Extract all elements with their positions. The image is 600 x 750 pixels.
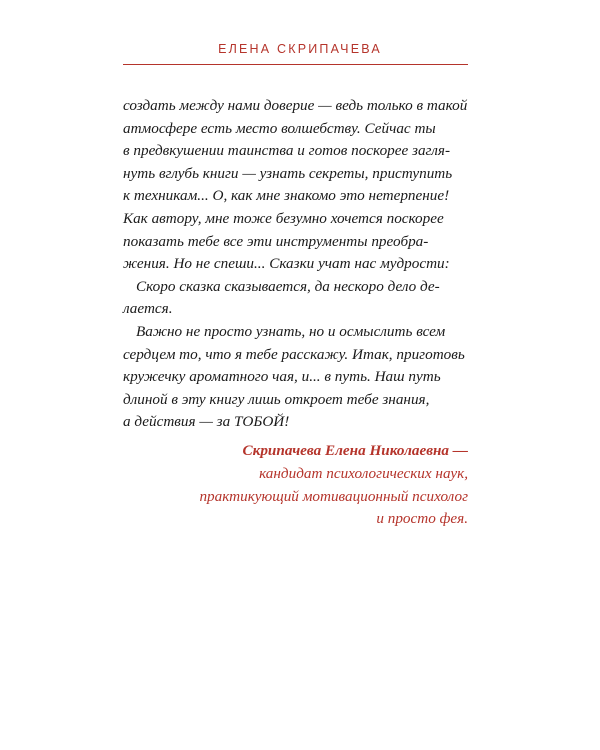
body-line: длиной в эту книгу лишь откроет тебе знания, <box>123 390 430 408</box>
body-line: лается. <box>123 300 173 318</box>
body-line: нуть вглубь книги — узнать секреты, приступить <box>123 164 453 182</box>
body-line: к техникам... О, как мне знакомо это нетерпение! <box>123 187 450 205</box>
body-line: Важно не просто узнать, но и осмыслить всем <box>136 322 446 340</box>
author-signature <box>123 440 468 531</box>
body-line: кружечку ароматного чая, и... в путь. Наш путь <box>123 368 441 386</box>
body-line: жения. Но не спеши... Сказки учат нас мудрости: <box>123 255 450 273</box>
body-line: создать между нами доверие — ведь только в такой <box>123 97 468 114</box>
author-credential: и просто фея. <box>376 510 468 528</box>
body-line: Как автору, мне тоже безумно хочется поскорее <box>123 209 444 227</box>
author-credential: практикующий мотивационный психолог <box>199 487 468 505</box>
author-name: Скрипачева Елена Николаевна — <box>242 442 468 459</box>
body-line: показать тебе все эти инструменты преобра- <box>123 232 429 250</box>
body-line: а действия — за ТОБОЙ! <box>123 413 290 431</box>
header-rule <box>123 64 468 65</box>
running-header: ЕЛЕНА СКРИПАЧЕВА <box>218 42 382 56</box>
body-line: атмосфере есть место волшебству. Сейчас ты <box>123 119 436 137</box>
author-credential: кандидат психологических наук, <box>259 464 468 482</box>
body-line: сердцем то, что я тебе расскажу. Итак, приготовь <box>123 345 465 363</box>
body-text <box>123 95 468 434</box>
body-line: Скоро сказка сказывается, да нескоро дело де- <box>136 277 440 295</box>
body-line: в предвкушении таинства и готов поскорее загля- <box>123 142 451 160</box>
